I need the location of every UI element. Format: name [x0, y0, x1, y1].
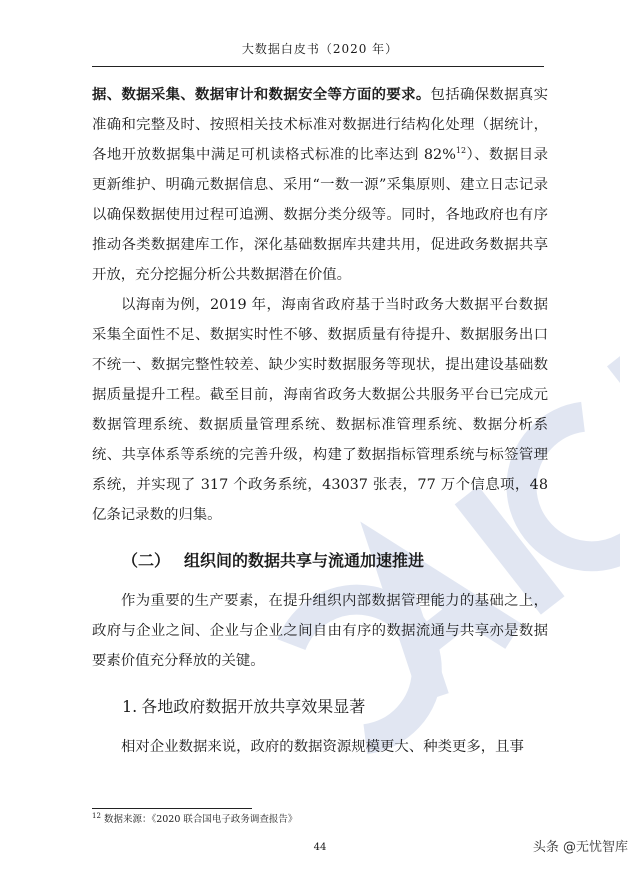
paragraph-4: 相对企业数据来说，政府的数据资源规模更大、种类更多，且事: [121, 739, 524, 755]
paragraph-2: 以海南为例，2019 年，海南省政府基于当时政务大数据平台数据采集全面性不足、数据实时性不够、数据质量有待提升、数据服务出口不统一、数据完整性较差、缺少实时数据服务等现状，提出建设基础数据质量提升工程。截至目前，海南省政务大数据公共服务平台已完成元数据管理系统、数据质量管理系统、数据标准管理系统、数据分析系统、共享体系等系统的完善升级，构建了数据指标管理系统与标签管理系统，并实现了 317 个政务系统，43037 张表，77 万个信息项，48 亿条记录数的归集。: [92, 297, 548, 523]
section-heading: [92, 544, 548, 578]
footnote-rule: [92, 808, 252, 809]
footnote-reference[interactable]: 12: [455, 146, 467, 156]
subsection-title: 各地政府数据开放共享效果显著: [141, 697, 366, 716]
paragraph-1-text: 包括确保数据真实准确和完整及时、按照相关技术标准对数据进行结构化处理（据统计，各地开放数据集中满足可机读格式标准的比率达到 82%: [92, 87, 548, 163]
paragraph-1-lead: 据、数据采集、数据审计和数据安全等方面的要求。: [92, 87, 431, 103]
source-credit: 头条 @无忧智库: [532, 840, 628, 855]
footnote: [92, 813, 552, 827]
subsection-heading: [92, 690, 548, 724]
footnote-number: 12: [92, 811, 101, 820]
section-title: 组织间的数据共享与流通加速推进: [184, 551, 425, 570]
paragraph-3: 作为重要的生产要素，在提升组织内部数据管理能力的基础之上，政府与企业之间、企业与企业之间自由有序的数据流通与共享亦是数据要素价值充分释放的关键。: [92, 593, 548, 669]
header-rule: [92, 66, 544, 67]
footnote-text: 数据来源：《2020 联合国电子政务调查报告》: [103, 814, 298, 825]
paragraph-1: [92, 80, 548, 290]
page-body: [92, 80, 548, 762]
page-number: 44: [313, 842, 327, 853]
page-header: 大数据白皮书（2020 年）: [241, 42, 399, 56]
section-number: （二）: [122, 551, 171, 570]
subsection-number: 1.: [122, 697, 138, 716]
paragraph-1-text-cont: ）、数据目录更新维护、明确元数据信息、采用“一数一源”采集原则、建立日志记录以确保数据使用过程可追溯、数据分类分级等。同时，各地政府也有序推动各类数据建库工作，深化基础数据库共建共用，促进政务数据共享开放，充分挖掘分析公共数据潜在价值。: [92, 147, 548, 283]
